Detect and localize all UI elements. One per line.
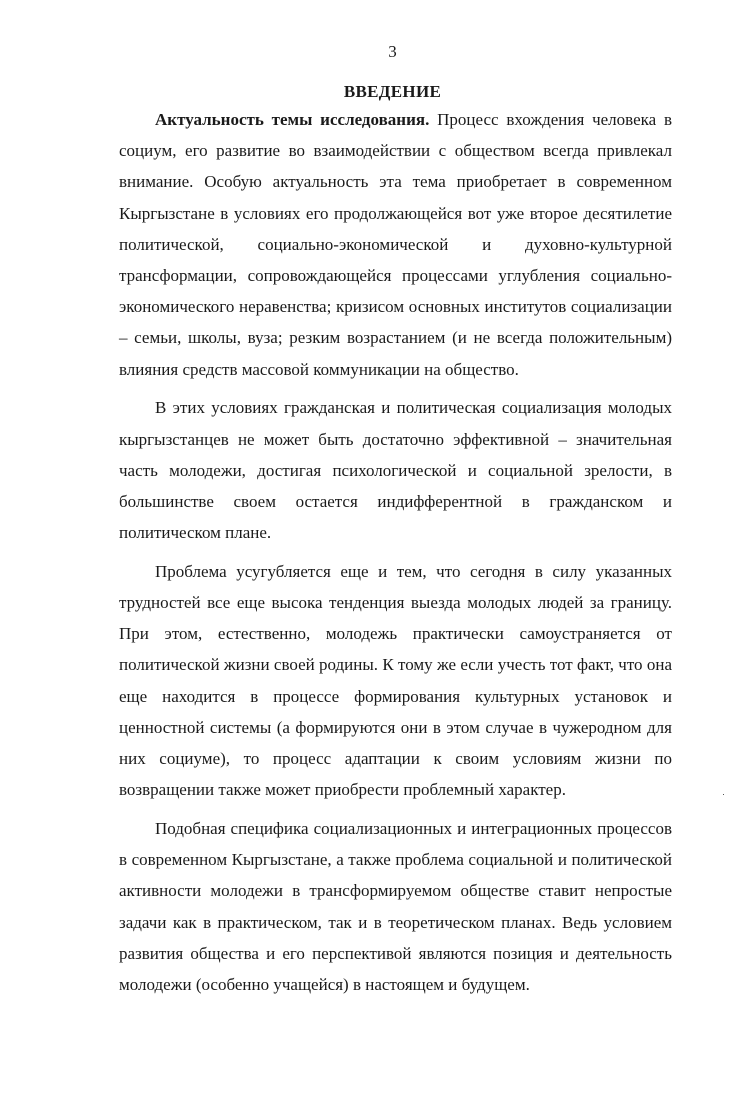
paragraph-conditions: В этих условиях гражданская и политическая социализация молодых кыргызстанцев не может быть достаточно эффективной – значительная часть молодежи, достигая психологической и социальной зрелости, в большинстве своем остается индифферентной в гражданском и политическом плане.: [119, 398, 672, 543]
paragraph-lead: Актуальность темы исследования.: [155, 110, 430, 129]
paragraph-problem: Проблема усугубляется еще и тем, что сегодня в силу указанных трудностей все еще высока тенденция выезда молодых людей за границу. При этом, естественно, молодежь практически самоустраняется от политической жизни своей родины. К тому же если учесть тот факт, что она еще находится в процессе формирования культурных установок и ценностной системы (а формируются они в этом случае в чужеродном для них социуме), то процесс адаптации к своим условиям жизни по возвращении также может приобрести проблемный характер.: [119, 561, 672, 800]
paragraph-relevance: [119, 104, 672, 385]
scan-speck: [723, 794, 724, 795]
paragraph-specifics: Подобная специфика социализационных и интеграционных процессов в современном Кыргызстане, а также проблема социальной и политической активности молодежи в трансформируемом обществе ставит непростые задачи как в практическом, так и в теоретическом планах. Ведь условием развития общества и его перспективой являются позиция и деятельность молодежи (особенно учащейся) в настоящем и будущем.: [119, 818, 672, 994]
body-text: [119, 104, 672, 1000]
section-heading: ВВЕДЕНИЕ: [343, 82, 442, 101]
paragraph-text: Процесс вхождения человека в социум, его развитие во взаимодействии с обществом всегда привлекал внимание. Особую актуальность эта тема приобретает в современном Кыргызстане в условиях его продолжающейся вот уже второе десятилетие политической, социально-экономической и духовно-культурной трансформации, сопровождающейся процессами углубления социально-экономического неравенства; кризисом основных институтов социализации – семьи, школы, вуза; резким возрастанием (и не всегда положительным) влияния средств массовой коммуникации на общество.: [119, 110, 672, 379]
page-number: 3: [388, 42, 397, 61]
